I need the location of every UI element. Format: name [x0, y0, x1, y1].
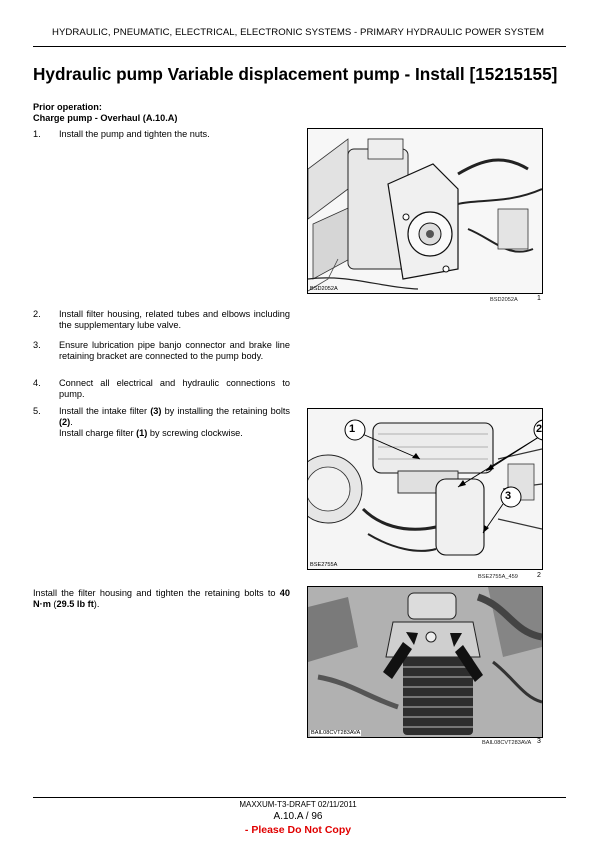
figure-1-inner-label: BSD2052A: [310, 286, 338, 292]
step-text: Install filter housing, related tubes and elbows including the supplementary lube valve.: [59, 309, 290, 331]
pump-illustration: [308, 129, 542, 293]
step-number: 2.: [33, 309, 41, 319]
footer-draft-info: MAXXUM-T3-DRAFT 02/11/2011: [239, 800, 357, 809]
footer-page-number: A.10.A / 96: [273, 811, 323, 822]
figure-2-photo: [307, 408, 543, 570]
figure-1-photo: [307, 128, 543, 294]
text-run: by screwing clockwise.: [147, 428, 243, 439]
figure-2-caption: BSE2755A_459: [478, 574, 518, 580]
step-1: [33, 129, 293, 141]
step-3: [33, 340, 293, 376]
step-text: Ensure lubrication pipe banjo connector and brake line retaining bracket are connected to the pump body.: [59, 340, 290, 362]
text-run: (: [50, 599, 57, 610]
step-number: 5.: [33, 406, 41, 416]
figure-2-inner-label: BSE2755A: [310, 562, 338, 568]
torque-instruction: [33, 588, 290, 610]
callout-3: 3: [505, 490, 512, 502]
step-text: [59, 406, 290, 440]
text-run: ).: [93, 599, 100, 610]
figure-3-inner-label: BAIL08CVT283AVA: [311, 730, 361, 736]
step-5: [33, 406, 293, 446]
prior-operation-label: Prior operation:: [33, 102, 102, 112]
header-rule: [33, 46, 566, 47]
text-run: .: [70, 417, 73, 428]
callout-ref-1: (1): [136, 428, 148, 439]
filter-illustration: [308, 409, 542, 569]
footer-rule: [33, 797, 566, 798]
step-number: 1.: [33, 129, 41, 139]
torque-value-imperial: 29.5 lb ft: [56, 599, 94, 610]
step-text: Connect all electrical and hydraulic connections to pump.: [59, 378, 290, 400]
figure-3-photo: [307, 586, 543, 738]
figure-1-caption: BSD2052A: [490, 297, 518, 303]
text-run: Install charge filter: [59, 428, 137, 439]
step-number: 4.: [33, 378, 41, 388]
step-text: Install the pump and tighten the nuts.: [59, 129, 210, 139]
page-title: Hydraulic pump Variable displacement pump - Install [15215155]: [33, 64, 558, 84]
do-not-copy-watermark: - Please Do Not Copy: [244, 824, 352, 836]
figure-1-number: 1: [537, 295, 541, 302]
running-header: HYDRAULIC, PNEUMATIC, ELECTRICAL, ELECTRONIC SYSTEMS - PRIMARY HYDRAULIC POWER SYSTEM: [51, 27, 544, 38]
text-run: Install the intake filter: [59, 406, 151, 416]
step-2: [33, 309, 293, 333]
prior-operation-link[interactable]: Charge pump - Overhaul (A.10.A): [33, 113, 178, 123]
figure-3-number: 3: [537, 738, 541, 745]
torque-value-metric: 40 N·m: [33, 588, 290, 610]
text-run: by installing the retaining bolts: [161, 406, 291, 416]
step-4: [33, 378, 293, 402]
figure-2-number: 2: [537, 572, 541, 579]
callout-ref-2: (2): [59, 417, 71, 428]
step-number: 3.: [33, 340, 41, 350]
callout-1: 1: [349, 423, 356, 435]
prior-operation: [33, 102, 177, 124]
filter-housing-illustration: [308, 587, 542, 737]
callout-ref-3: (3): [150, 406, 162, 416]
callout-2: 2: [536, 423, 543, 435]
text-run: Install the filter housing and tighten the retaining bolts to: [33, 588, 280, 598]
figure-3-caption: BAIL08CVT283AVA: [482, 740, 532, 746]
